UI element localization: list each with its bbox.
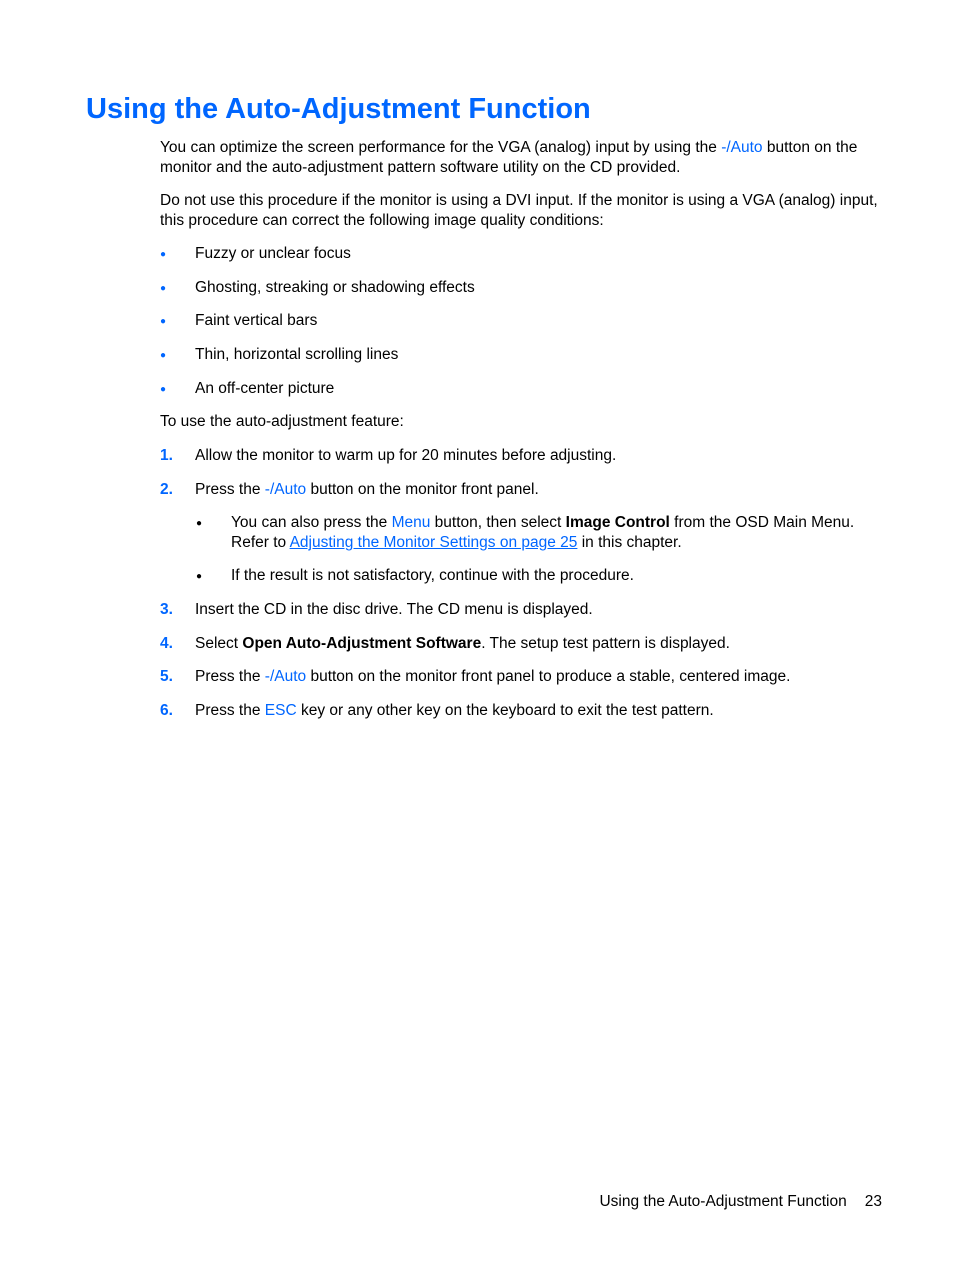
- sub-text-c: from the OSD Main Menu. Refer to: [231, 514, 855, 551]
- image-control-ref: Image Control: [565, 514, 670, 531]
- auto-button-ref: -/Auto: [264, 668, 307, 685]
- bullet-icon: ●: [160, 350, 167, 361]
- intro-text-1b: button on the monitor and the auto-adjustment pattern software utility on the CD provided.: [160, 139, 858, 176]
- step-number: 2.: [160, 481, 173, 498]
- auto-button-ref: -/Auto: [721, 139, 763, 156]
- condition-item: Ghosting, streaking or shadowing effects: [195, 279, 475, 296]
- step-text: [195, 634, 885, 654]
- esc-key-ref: ESC: [264, 702, 297, 719]
- step-number: 1.: [160, 447, 173, 464]
- step-text-a: Press the: [195, 481, 265, 498]
- monitor-settings-link[interactable]: Adjusting the Monitor Settings on page 25: [289, 534, 578, 551]
- step-text-b: button on the monitor front panel.: [306, 481, 539, 498]
- steps-intro: To use the auto-adjustment feature:: [160, 413, 404, 430]
- bullet-icon: ●: [160, 283, 167, 294]
- page-number: 23: [864, 1193, 882, 1210]
- sub-text-d: in this chapter.: [577, 534, 682, 551]
- step-text: Allow the monitor to warm up for 20 minutes before adjusting.: [195, 447, 617, 464]
- sub-bullet-icon: ●: [196, 518, 203, 529]
- step-text-a: Select: [195, 635, 243, 652]
- step-text: Insert the CD in the disc drive. The CD menu is displayed.: [195, 601, 593, 618]
- page-title: Using the Auto-Adjustment Function: [86, 93, 591, 125]
- footer-title: Using the Auto-Adjustment Function: [599, 1193, 847, 1210]
- step-text-a: Press the: [195, 702, 265, 719]
- intro-paragraph-1: [160, 138, 884, 178]
- step-text: [195, 667, 885, 687]
- step-text: [195, 701, 885, 721]
- step-number: 6.: [160, 702, 173, 719]
- condition-item: An off-center picture: [195, 380, 335, 397]
- bullet-icon: ●: [160, 316, 167, 327]
- page-footer: [599, 1192, 882, 1212]
- sub-item: [231, 513, 886, 553]
- bullet-icon: ●: [160, 384, 167, 395]
- condition-item: Thin, horizontal scrolling lines: [195, 346, 399, 363]
- step-number: 3.: [160, 601, 173, 618]
- step-text-b: key or any other key on the keyboard to exit the test pattern.: [296, 702, 714, 719]
- auto-button-ref: -/Auto: [264, 481, 307, 498]
- intro-text-1a: You can optimize the screen performance for the VGA (analog) input by using the: [160, 139, 722, 156]
- sub-text-a: You can also press the: [231, 514, 392, 531]
- condition-item: Fuzzy or unclear focus: [195, 245, 351, 262]
- step-text: [195, 480, 885, 500]
- step-number: 4.: [160, 635, 173, 652]
- sub-item: If the result is not satisfactory, continue with the procedure.: [231, 567, 634, 584]
- menu-button-ref: Menu: [391, 514, 431, 531]
- step-text-b: . The setup test pattern is displayed.: [481, 635, 730, 652]
- bullet-icon: ●: [160, 249, 167, 260]
- step-text-a: Press the: [195, 668, 265, 685]
- step-number: 5.: [160, 668, 173, 685]
- sub-bullet-icon: ●: [196, 571, 203, 582]
- sub-text-b: button, then select: [430, 514, 566, 531]
- intro-paragraph-2: Do not use this procedure if the monitor is using a DVI input. If the monitor is using a VGA (analog) input, this procedure can correct the following image quality conditions:: [160, 192, 878, 229]
- condition-item: Faint vertical bars: [195, 312, 318, 329]
- step-text-b: button on the monitor front panel to produce a stable, centered image.: [306, 668, 791, 685]
- software-name-ref: Open Auto-Adjustment Software: [242, 635, 482, 652]
